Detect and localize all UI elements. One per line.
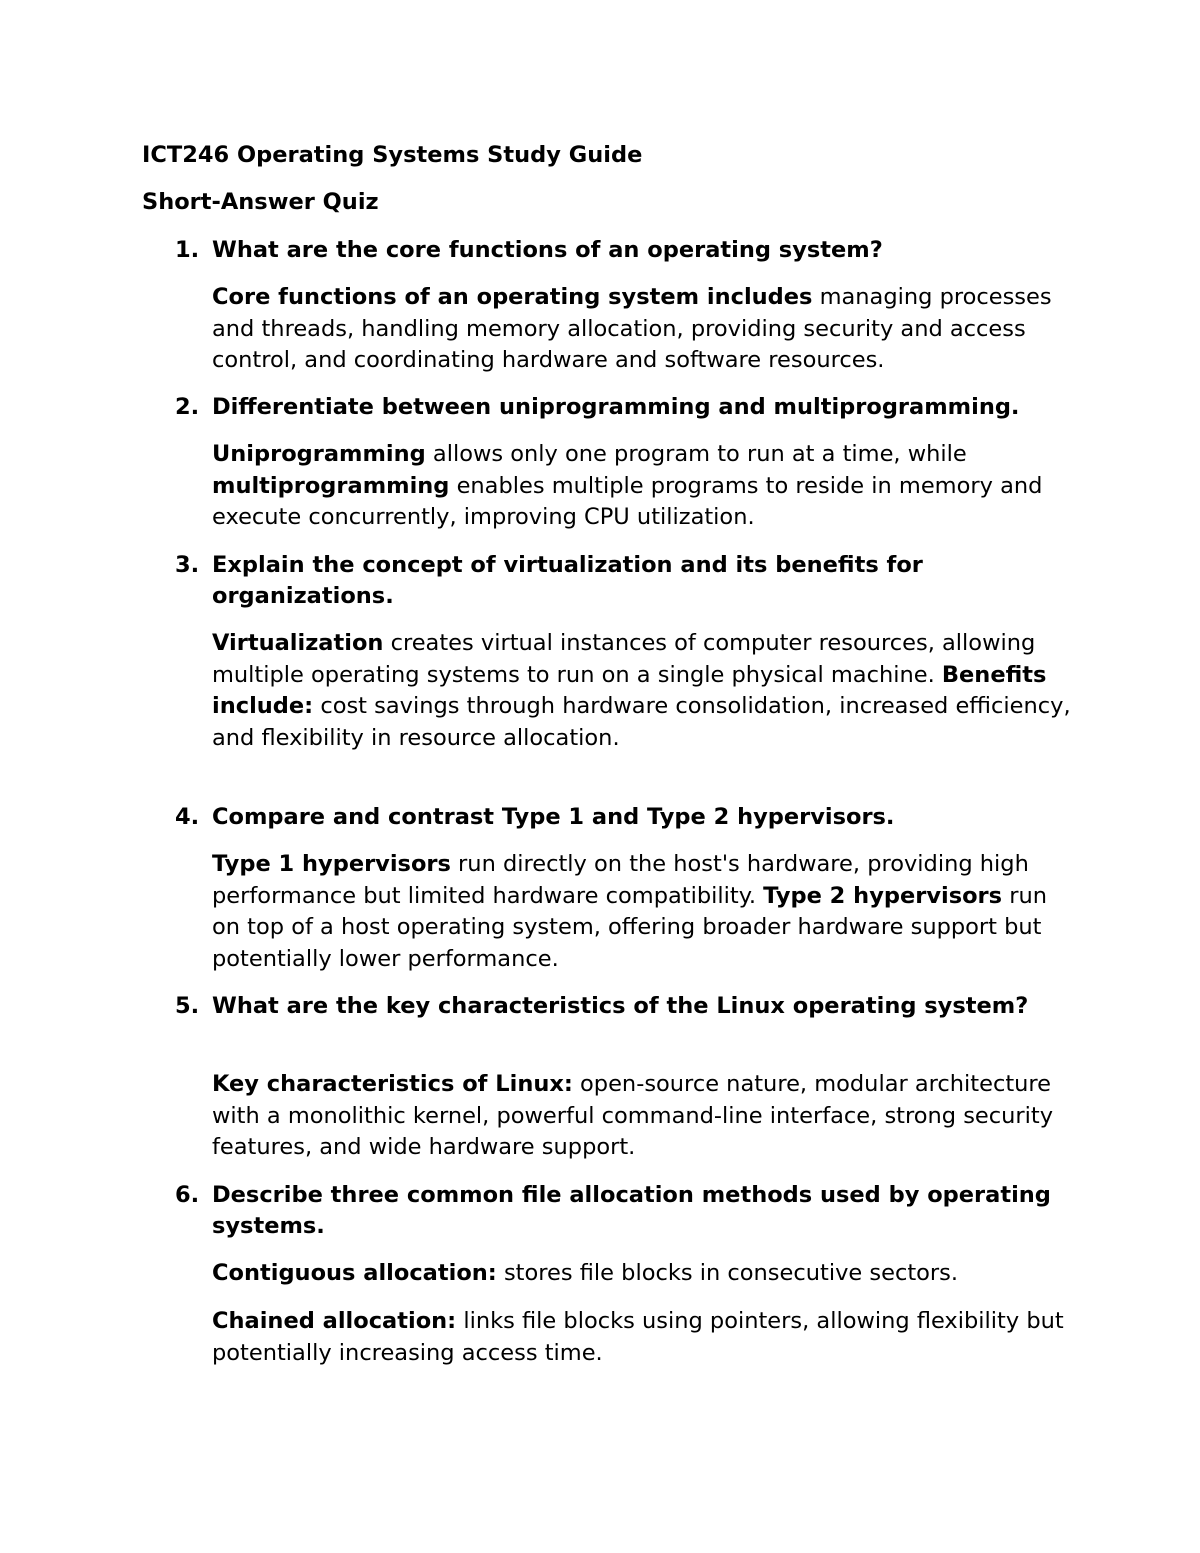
answer-text — [212, 1258, 1072, 1290]
answer-text — [212, 439, 1072, 534]
answer-body: open-source nature, modular architecture with a monolithic kernel, powerful command-line interface, strong security features, and wide hardware support. — [212, 1071, 1054, 1160]
question-number: 5. — [175, 993, 200, 1019]
question-text: Explain the concept of virtualization and its benefits for organizations. — [212, 552, 923, 609]
answer-term: Benefits include: — [212, 661, 1047, 719]
question-number: 2. — [175, 394, 200, 420]
answer-body: cost savings through hardware consolidation, increased efficiency, and flexibility in resource allocation. — [212, 693, 1071, 751]
answer-body: run directly on the host's hardware, providing high performance but limited hardware compatibility. — [212, 851, 1029, 909]
answer-text — [212, 282, 1072, 377]
answer-body: creates virtual instances of computer resources, allowing multiple operating systems to run on a single physical machine. — [212, 630, 1036, 688]
answer-term: Core functions of an operating system includes — [212, 284, 813, 310]
answer-body: managing processes and threads, handling memory allocation, providing security and access control, and coordinating hardware and software resources. — [212, 284, 1052, 373]
answer-body: stores file blocks in consecutive sectors. — [496, 1260, 959, 1286]
question-text: Describe three common file allocation methods used by operating systems. — [212, 1182, 1051, 1239]
answer-term: Contiguous allocation: — [212, 1260, 497, 1286]
answer-term: Chained allocation: — [212, 1308, 457, 1334]
answer-body: run on top of a host operating system, offering broader hardware support but potentially lower performance. — [212, 882, 1047, 972]
answer-text — [212, 849, 1072, 975]
question-text: Compare and contrast Type 1 and Type 2 hypervisors. — [212, 804, 895, 830]
answer-body: links file blocks using pointers, allowing flexibility but potentially increasing access time. — [212, 1308, 1064, 1366]
answer-term: Virtualization — [212, 630, 384, 656]
document-title: ICT246 Operating Systems Study Guide — [142, 142, 643, 168]
answer-term: Uniprogramming — [212, 441, 426, 467]
answer-body: allows only one program to run at a time, while — [425, 441, 967, 467]
answer-text — [212, 1306, 1072, 1369]
answer-term: multiprogramming — [212, 472, 450, 499]
question-number: 3. — [175, 552, 200, 578]
answer-text — [212, 1069, 1072, 1164]
answer-term: Key characteristics of Linux: — [212, 1071, 573, 1097]
question-number: 6. — [175, 1182, 200, 1208]
question-text: What are the key characteristics of the Linux operating system? — [212, 993, 1029, 1019]
answer-term: Type 2 hypervisors — [763, 882, 1003, 909]
question-number: 4. — [175, 804, 200, 830]
question-text: What are the core functions of an operating system? — [212, 237, 883, 263]
question-text: Differentiate between uniprogramming and multiprogramming. — [212, 394, 1020, 420]
answer-text — [212, 628, 1072, 754]
question-number: 1. — [175, 237, 200, 263]
section-title: Short-Answer Quiz — [142, 189, 379, 215]
answer-term: Type 1 hypervisors — [212, 851, 451, 877]
answer-body: enables multiple programs to reside in memory and execute concurrently, improving CPU utilization. — [212, 472, 1043, 530]
